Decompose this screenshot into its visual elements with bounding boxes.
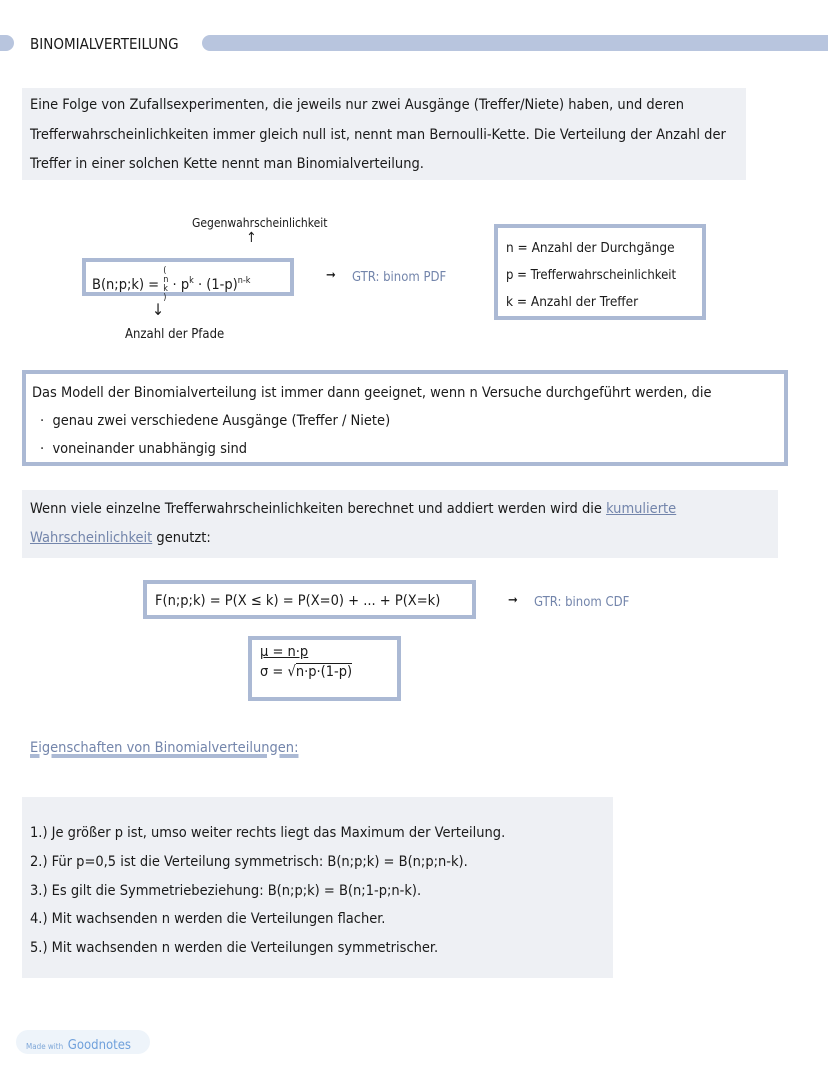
intro-line: Eine Folge von Zufallsexperimenten, die jeweils nur zwei Ausgänge (Treffer/Niete) haben, und deren: [30, 97, 685, 113]
arrow-right-icon: ➞: [326, 268, 336, 283]
property-item: 5.) Mit wachsenden n werden die Verteilungen symmetrischer.: [30, 940, 439, 956]
mu-formula: μ = n·p: [260, 644, 309, 660]
page-title: BINOMIALVERTEILUNG: [30, 35, 179, 53]
legend-item: k = Anzahl der Treffer: [506, 294, 639, 310]
legend-box: [494, 224, 706, 320]
properties-heading: Eigenschaften von Binomialverteilungen:: [30, 740, 299, 756]
badge-small-text: Made with: [26, 1042, 64, 1051]
model-box: [22, 370, 788, 466]
cumulative-text: Wahrscheinlichkeit genutzt:: [30, 530, 211, 546]
arrow-up-icon: ↑: [246, 230, 257, 246]
legend-item: n = Anzahl der Durchgänge: [506, 240, 675, 256]
gtr-cdf: GTR: binom CDF: [534, 595, 630, 610]
badge-brand: Goodnotes: [67, 1038, 132, 1053]
stats-box: [248, 636, 401, 701]
cumulative-box: [22, 490, 778, 558]
arrow-down-icon: ↓: [152, 300, 165, 319]
property-item: 3.) Es gilt die Symmetriebeziehung: B(n;p;k) = B(n;1-p;n-k).: [30, 883, 422, 899]
model-bullet: · voneinander unabhängig sind: [40, 441, 248, 457]
properties-box: [22, 797, 613, 978]
cdf-formula: F(n;p;k) = P(X ≤ k) = P(X=0) + ... + P(X=k): [155, 593, 441, 609]
title-bar: [202, 35, 828, 51]
link-wahrscheinlichkeit[interactable]: Wahrscheinlichkeit: [30, 530, 153, 546]
goodnotes-badge[interactable]: [16, 1030, 150, 1054]
link-kumulierte[interactable]: kumulierte: [606, 501, 677, 517]
model-bullet: · genau zwei verschiedene Ausgänge (Treffer / Niete): [40, 413, 391, 429]
property-item: 4.) Mit wachsenden n werden die Verteilungen flacher.: [30, 911, 386, 927]
property-item: 1.) Je größer p ist, umso weiter rechts liegt das Maximum der Verteilung.: [30, 825, 506, 841]
intro-line: Treffer in einer solchen Kette nennt man Binomialverteilung.: [30, 156, 424, 172]
intro-box: [22, 88, 746, 180]
gtr-pdf: GTR: binom PDF: [352, 270, 447, 285]
arrow-right-icon: ➞: [508, 593, 518, 608]
legend-item: p = Trefferwahrscheinlichkeit: [506, 268, 677, 283]
model-text: Das Modell der Binomialverteilung ist immer dann geeignet, wenn n Versuche durchgeführt werden, die: [32, 385, 712, 401]
intro-line: Trefferwahrscheinlichkeiten immer gleich null ist, nennt man Bernoulli-Kette. Die Verteilung der Anzahl der: [30, 127, 726, 143]
cdf-formula-box: [143, 580, 476, 619]
title-dot: [0, 35, 14, 51]
pdf-formula: B(n;p;k) = ( n k ) · $p^k \cdot (1-p)^{n-k}$: [92, 266, 251, 303]
sigma-formula: σ = √n·p·(1-p): [260, 664, 353, 680]
label-gegenwahrscheinlichkeit: Gegenwahrscheinlichkeit: [192, 216, 328, 230]
cumulative-text: Wenn viele einzelne Trefferwahrscheinlichkeiten berechnet und addiert werden wird die kumulierte: [30, 501, 677, 517]
property-item: 2.) Für p=0,5 ist die Verteilung symmetrisch: B(n;p;k) = B(n;p;n-k).: [30, 854, 468, 870]
pdf-formula-box: [82, 258, 294, 303]
label-anzahl-pfade: Anzahl der Pfade: [125, 327, 225, 342]
